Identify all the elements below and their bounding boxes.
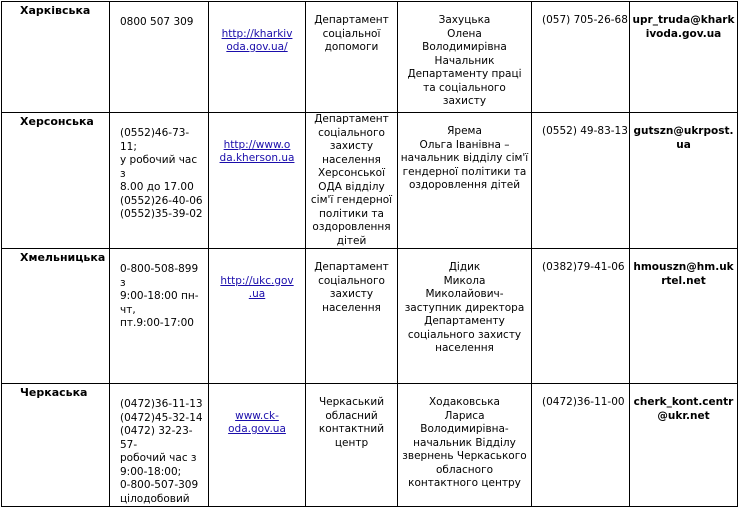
contact-person-cell: Ходаковська Лариса Володимирівна- начальник Відділу звернень Черкаського обласного контактного центру — [398, 384, 532, 507]
hotline-cell: 0800 507 309 — [110, 2, 209, 113]
email-cell: gutszn@ukrpost. ua — [630, 113, 738, 249]
email-cell: hmouszn@hm.uk rtel.net — [630, 249, 738, 384]
website-cell — [209, 249, 306, 384]
table-row — [2, 384, 738, 507]
website-cell — [209, 2, 306, 113]
phone-cell: (0552) 49-83-13 — [532, 113, 630, 249]
website-cell — [209, 384, 306, 507]
table-row — [2, 2, 738, 113]
contact-person-cell: Ярема Ольга Іванівна – начальник відділу сім'ї гендерної політики та оздоровлення дітей — [398, 113, 532, 249]
department-cell: Черкаський обласний контактний центр — [306, 384, 398, 507]
email-cell: upr_truda@khark ivoda.gov.ua — [630, 2, 738, 113]
hotline-cell: 0-800-508-899 з 9:00-18:00 пн-чт, пт.9:00-17:00 — [110, 249, 209, 384]
region-cell: Харківська — [2, 2, 110, 113]
phone-cell: (0382)79-41-06 — [532, 249, 630, 384]
hotline-cell: (0552)46-73-11; у робочий час з 8.00 до 17.00 (0552)26-40-06 (0552)35-39-02 — [110, 113, 209, 249]
region-cell: Черкаська — [2, 384, 110, 507]
table-row — [2, 249, 738, 384]
table-row — [2, 113, 738, 249]
department-cell: Департамент соціального захисту населення — [306, 249, 398, 384]
phone-cell: (057) 705-26-68 — [532, 2, 630, 113]
website-link[interactable]: http://ukc.gov .ua — [220, 274, 294, 300]
phone-cell: (0472)36-11-00 — [532, 384, 630, 507]
department-cell: Департамент соціального захисту населення Херсонської ОДА відділу сім'ї гендерної політики та оздоровлення дітей — [306, 113, 398, 249]
contacts-table — [1, 1, 738, 507]
department-cell: Департамент соціальної допомоги — [306, 2, 398, 113]
website-link[interactable]: http://www.o da.kherson.ua — [219, 138, 295, 164]
contact-person-cell: Дідик Микола Миколайович- заступник директора Департаменту соціального захисту населення — [398, 249, 532, 384]
region-cell: Херсонська — [2, 113, 110, 249]
contact-person-cell: Захуцька Олена Володимирівна Начальник Департаменту праці та соціального захисту — [398, 2, 532, 113]
website-link[interactable]: http://kharkiv oda.gov.ua/ — [221, 27, 293, 53]
region-cell: Хмельницька — [2, 249, 110, 384]
website-link[interactable]: www.ck- oda.gov.ua — [228, 409, 286, 435]
hotline-cell: (0472)36-11-13 (0472)45-32-14 (0472) 32-23-57- робочий час з 9:00-18:00; 0-800-507-309 цілодобовий — [110, 384, 209, 507]
email-cell: cherk_kont.centr @ukr.net — [630, 384, 738, 507]
website-cell — [209, 113, 306, 249]
